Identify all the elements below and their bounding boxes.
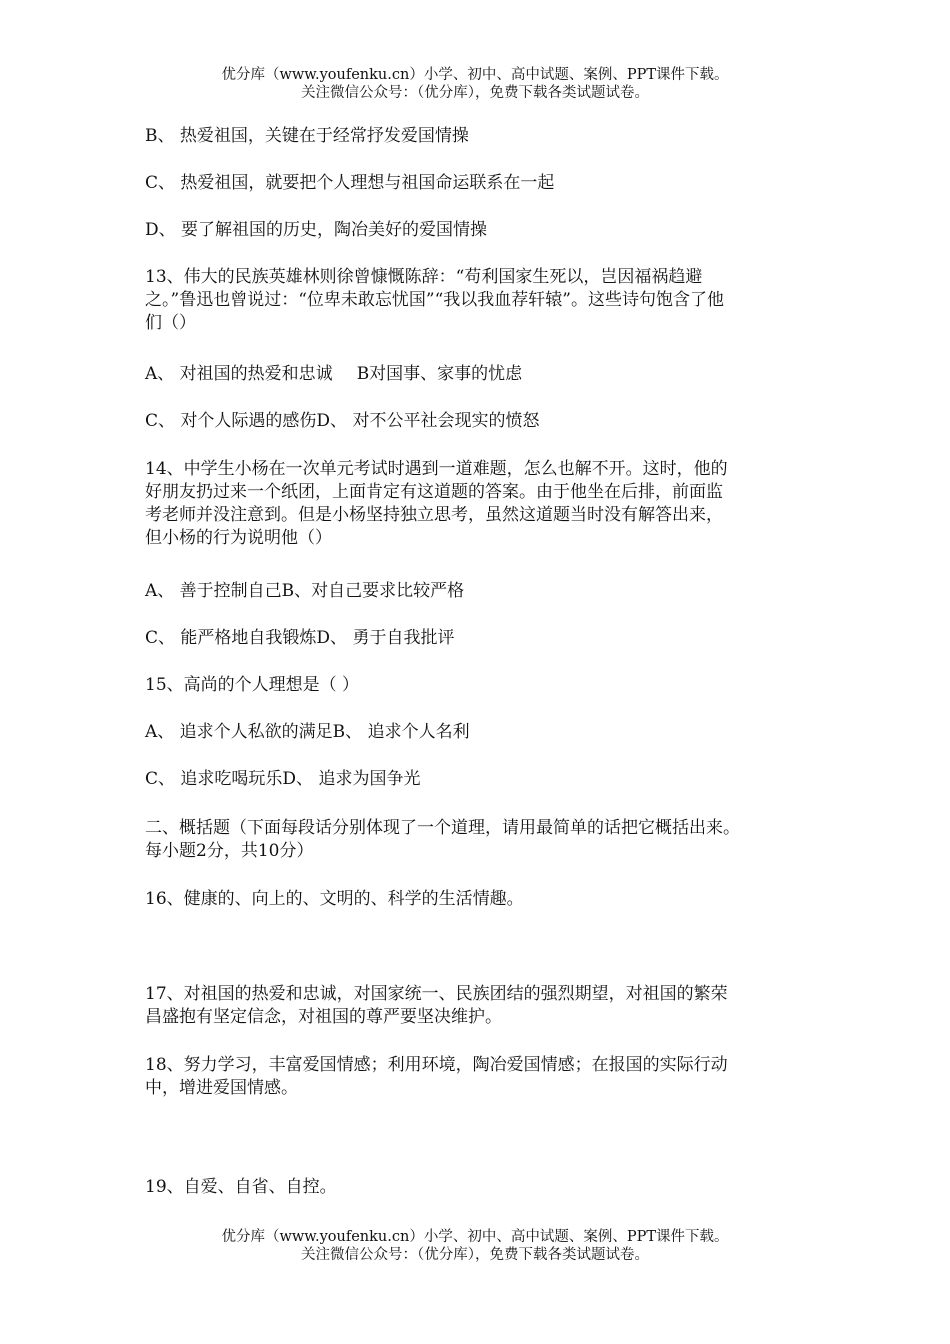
q13-line-2: 之。”鲁迅也曾说过：“位卑未敢忘忧国”“我以我血荐轩辕”。这些诗句饱含了他 <box>145 290 724 310</box>
q12-option-c: C、 热爱祖国，就要把个人理想与祖国命运联系在一起 <box>145 173 555 193</box>
q14-line-1: 14、中学生小杨在一次单元考试时遇到一道难题，怎么也解不开。这时，他的 <box>145 459 728 479</box>
header-line-1: 优分库（www.youfenku.cn）小学、初中、高中试题、案例、PPT课件下载。 <box>221 67 729 83</box>
section-2-line-2: 每小题2分，共10分） <box>145 841 314 861</box>
q18 <box>145 1054 810 1100</box>
q13-options-cd: C、 对个人际遇的感伤D、 对不公平社会现实的愤怒 <box>145 411 540 431</box>
q17-line-1: 17、对祖国的热爱和忠诚，对国家统一、民族团结的强烈期望，对祖国的繁荣 <box>145 984 728 1004</box>
q12-option-d: D、 要了解祖国的历史，陶冶美好的爱国情操 <box>145 220 488 240</box>
section-2-heading <box>145 817 810 863</box>
section-2-line-1: 二、概括题（下面每段话分别体现了一个道理，请用最简单的话把它概括出来。 <box>145 818 740 838</box>
q17-line-2: 昌盛抱有坚定信念，对祖国的尊严要坚决维护。 <box>145 1007 502 1027</box>
q13-line-1: 13、伟大的民族英雄林则徐曾慷慨陈辞：“苟利国家生死以，岂因福祸趋避 <box>145 267 703 287</box>
page-header <box>0 66 950 102</box>
q14-line-4: 但小杨的行为说明他（） <box>145 528 332 548</box>
footer-line-2: 关注微信公众号：（优分库），免费下载各类试题试卷。 <box>301 1247 649 1263</box>
q14-options-ab: A、 善于控制自己B、对自己要求比较严格 <box>145 581 465 601</box>
page-footer <box>0 1228 950 1264</box>
q13-line-3: 们（） <box>145 313 196 333</box>
q13-option-a: A、 对祖国的热爱和忠诚 <box>145 364 333 384</box>
q13-options-ab <box>145 363 810 386</box>
q19: 19、自爱、自省、自控。 <box>145 1177 337 1197</box>
header-line-2: 关注微信公众号：（优分库），免费下载各类试题试卷。 <box>301 85 649 101</box>
q15-options-cd: C、 追求吃喝玩乐D、 追求为国争光 <box>145 769 421 789</box>
q14-options-cd: C、 能严格地自我锻炼D、 勇于自我批评 <box>145 628 455 648</box>
q18-line-2: 中，增进爱国情感。 <box>145 1078 298 1098</box>
q16: 16、健康的、向上的、文明的、科学的生活情趣。 <box>145 889 524 909</box>
q13-option-b: B对国事、家事的忧虑 <box>356 364 523 384</box>
q12-option-b: B、 热爱祖国，关键在于经常抒发爱国情操 <box>145 126 469 146</box>
q18-line-1: 18、努力学习，丰富爱国情感；利用环境，陶冶爱国情感；在报国的实际行动 <box>145 1055 728 1075</box>
q14-line-3: 考老师并没注意到。但是小杨坚持独立思考，虽然这道题当时没有解答出来， <box>145 505 723 525</box>
q14-stem <box>145 458 810 550</box>
footer-line-1: 优分库（www.youfenku.cn）小学、初中、高中试题、案例、PPT课件下载。 <box>221 1229 729 1245</box>
q14-line-2: 好朋友扔过来一个纸团，上面肯定有这道题的答案。由于他坐在后排，前面监 <box>145 482 723 502</box>
q17 <box>145 983 810 1029</box>
q15-stem: 15、高尚的个人理想是（ ） <box>145 675 360 695</box>
q13-stem <box>145 266 810 335</box>
q15-options-ab: A、 追求个人私欲的满足B、 追求个人名利 <box>145 722 470 742</box>
